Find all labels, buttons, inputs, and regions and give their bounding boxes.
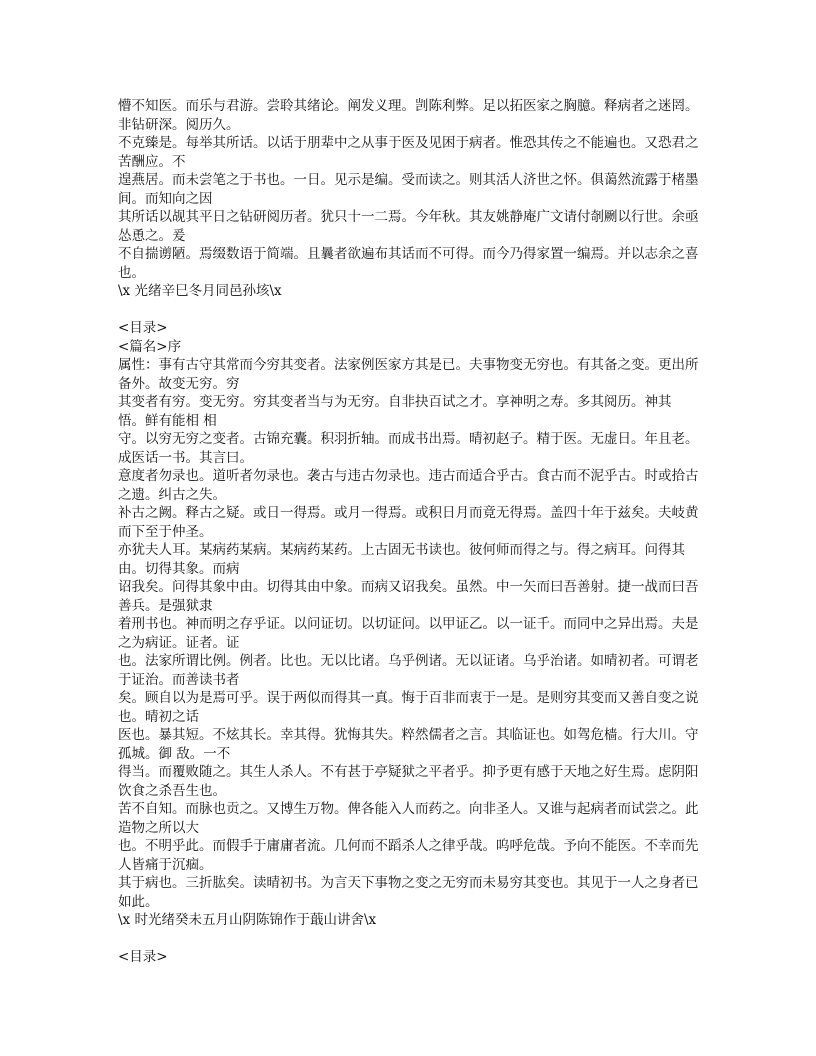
signature-line: \x 时光绪癸未五月山阴陈锦作于蕺山讲舍\x (118, 912, 377, 928)
text-line: 补古之阙。释古之疑。或日一得焉。或月一得焉。或积日月而竟无得焉。盖四十年于兹矣。夫岐黄而下至于仲圣。 (118, 505, 699, 540)
toc-marker: <目录> (118, 949, 168, 965)
text-line: 懵不知医。而乐与君游。尝聆其绪论。阐发义理。剀陈利弊。足以拓医家之胸臆。释病者之迷罔。非钻研深。阅历久。 (118, 98, 699, 133)
text-line: 不自揣谫陋。焉缀数语于简端。且曩者欲遍布其话而不可得。而今乃得家置一编焉。并以志余之喜也。 (118, 246, 699, 281)
text-line: 得当。而覆败随之。其生人杀人。不有甚于亭疑狱之平者乎。抑予更有感于天地之好生焉。虑阴阳饮食之杀吾生也。 (118, 764, 699, 799)
text-line: 遑燕居。而未尝笔之于书也。一日。见示是编。受而读之。则其活人济世之怀。俱蔼然流露于楮墨间。而知向之因 (118, 172, 699, 207)
section-title: <篇名>序 (118, 338, 182, 355)
text-line: 矣。顾自以为是焉可乎。误于两似而得其一真。悔于百非而衷于一是。是则穷其变而又善自变之说也。晴初之话 (118, 690, 699, 725)
text-line: 也。不明乎此。而假手于庸庸者流。几何而不蹈杀人之律乎哉。呜呼危哉。予向不能医。不幸而先人皆痛于沉痼。 (118, 838, 699, 873)
text-line: 苦不自知。而脉也贡之。又博生万物。俾各能入人而药之。向非圣人。又谁与起病者而试尝之。此造物之所以大 (118, 801, 699, 836)
text-line: 意度者勿录也。道听者勿录也。袭古与违古勿录也。违古而适合乎古。食古而不泥乎古。时或拾古之遗。纠古之失。 (118, 468, 699, 503)
text-line: 诏我矣。问得其象中由。切得其由中象。而病又诏我矣。虽然。中一矢而曰吾善射。捷一战而曰吾善兵。是强狱隶 (118, 579, 699, 614)
signature-line: \x 光绪辛巳冬月同邑孙垓\x (118, 283, 282, 299)
document-body (118, 97, 702, 967)
text-line: 医也。暴其短。不炫其长。幸其得。犹悔其失。粹然儒者之言。其临证也。如驾危樯。行大川。守孤城。御 敌。一不 (118, 727, 699, 762)
text-line: 着刑书也。神而明之存乎证。以问证切。以切证问。以甲证乙。以一证千。而同中之异出焉。夫是之为病证。证者。证 (118, 616, 699, 651)
blank-line (118, 301, 702, 320)
blank-line (118, 930, 702, 949)
text-line: 也。法家所谓比例。例者。比也。无以比诸。乌乎例诸。无以证诸。乌乎治诸。如晴初者。可谓老于证治。而善读书者 (118, 653, 699, 688)
text-line: 其变者有穷。变无穷。穷其变者当与为无穷。自非抉百试之才。享神明之寿。多其阅历。神其 悟。鲜有能相 相 (118, 394, 672, 429)
toc-marker: <目录> (118, 320, 168, 336)
text-line: 不克臻是。每举其所话。以话于朋辈中之从事于医及见困于病者。惟恐其传之不能遍也。又恐君之苦酬应。不 (118, 135, 699, 170)
text-line: 守。以穷无穷之变者。古锦充囊。积羽折轴。而成书出焉。晴初赵子。精于医。无虚日。年且老。成医话一书。其言曰。 (118, 431, 699, 466)
text-line: 亦犹夫人耳。某病药某病。某病药某药。上古固无书读也。彼何师而得之与。得之病耳。问得其由。切得其象。而病 (118, 542, 685, 577)
text-line: 其于病也。三折肱矣。读晴初书。为言天下事物之变之无穷而未易穷其变也。其见于一人之身者已如此。 (118, 875, 699, 910)
text-line: 其所话以觇其平日之钻研阅历者。犹只十一二焉。今年秋。其友姚静庵广文请付剞劂以行世。余亟怂恿之。爰 (118, 209, 699, 244)
text-line: 属性：事有古守其常而今穷其变者。法家例医家方其是已。夫事物变无穷也。有其备之变。更出所备外。故变无穷。穷 (118, 357, 699, 392)
